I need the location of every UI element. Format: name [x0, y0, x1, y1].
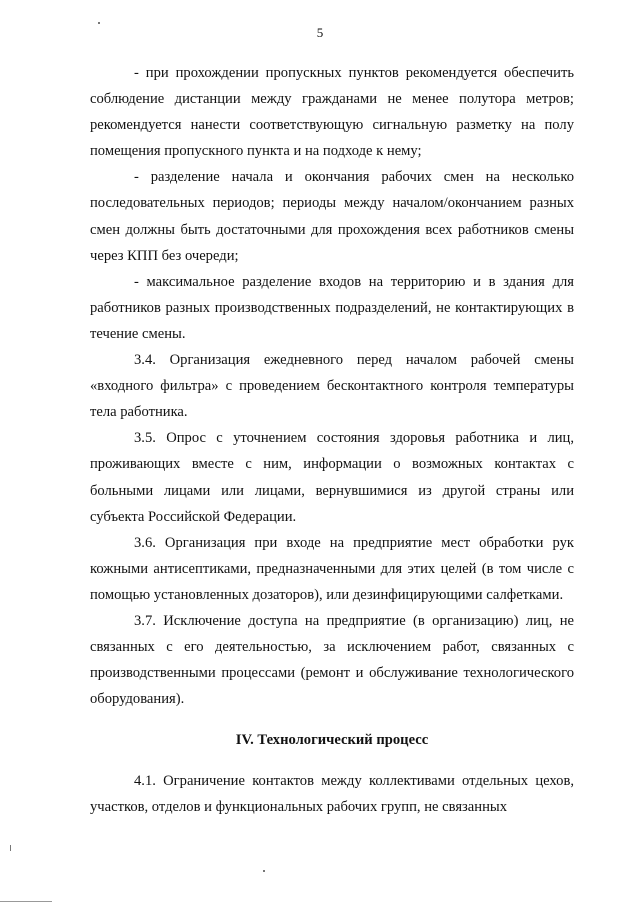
- paragraph-4-1: 4.1. Ограничение контактов между коллективами отдельных цехов, участков, отделов и функциональных рабочих групп, не связанных: [90, 773, 574, 816]
- paragraph-shift-separation: - разделение начала и окончания рабочих смен на несколько последовательных периодов; периоды между началом/окончанием разных смен должны быть достаточными для прохождения всех работников смены через КПП без очереди;: [90, 169, 574, 264]
- paragraph-3-7: 3.7. Исключение доступа на предприятие (в организацию) лиц, не связанных с его деятельностью, за исключением работ, связанных с производственными процессами (ремонт и обслуживание технологического оборудования).: [90, 612, 574, 708]
- scan-speck: [263, 870, 265, 872]
- paragraph-3-6: 3.6. Организация при входе на предприятие мест обработки рук кожными антисептиками, предназначенными для этих целей (в том числе с помощью установленных дозаторов), или дезинфицирующими салфетками.: [90, 534, 574, 603]
- scan-edge-line: [0, 901, 52, 902]
- scan-speck: [10, 845, 11, 851]
- paragraph-3-5: 3.5. Опрос с уточнением состояния здоровья работника и лиц, проживающих вместе с ним, информации о возможных контактах с больными лицами или лицами, вернувшимися из другой страны или субъекта Российской Федерации.: [90, 430, 574, 525]
- document-body: [90, 60, 574, 821]
- paragraph-3-4: 3.4. Организация ежедневного перед началом рабочей смены «входного фильтра» с проведением бесконтактного контроля температуры тела работника.: [90, 352, 574, 421]
- scan-speck: [98, 22, 100, 24]
- page-number: 5: [316, 25, 324, 40]
- paragraph-checkpoint-distance: - при прохождении пропускных пунктов рекомендуется обеспечить соблюдение дистанции между гражданами не менее полутора метров; рекомендуется нанести соответствующую сигнальную разметку на полу помещения пропускного пункта и на подходе к нему;: [90, 65, 574, 160]
- paragraph-entrance-separation: - максимальное разделение входов на территорию и в здания для работников разных производственных подразделений, не контактирующих в течение смены.: [90, 273, 574, 342]
- section-heading: IV. Технологический процесс: [235, 732, 429, 749]
